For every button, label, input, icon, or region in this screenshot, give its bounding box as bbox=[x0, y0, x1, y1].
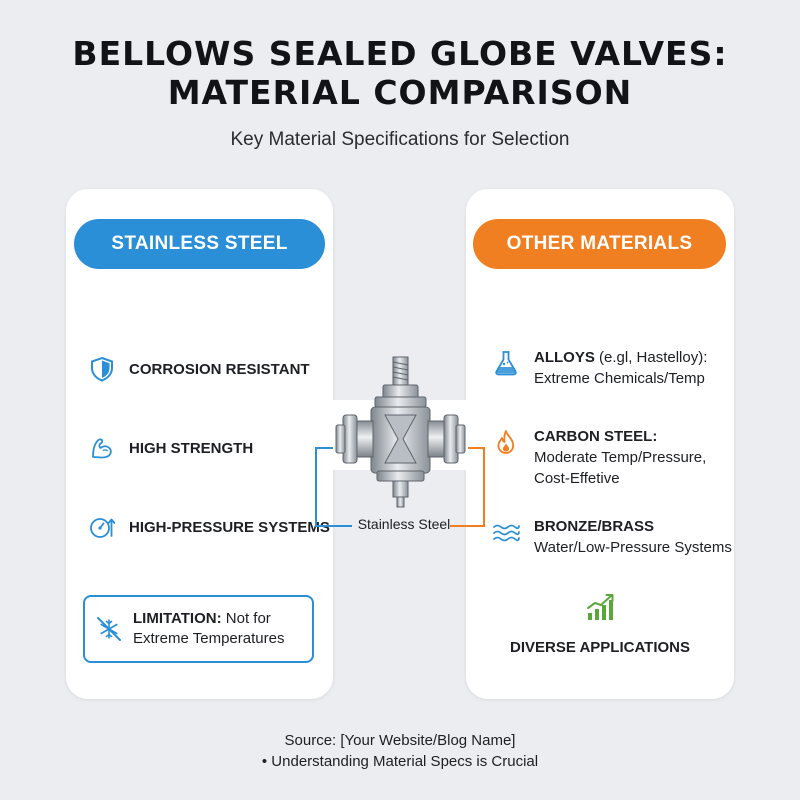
flame-icon bbox=[492, 428, 520, 456]
footer-note: • Understanding Material Specs is Crucial bbox=[261, 753, 539, 770]
material-name-suffix: (e.gl, Hastelloy): bbox=[594, 349, 708, 366]
growth-chart-icon bbox=[585, 592, 617, 622]
material-bronze-brass bbox=[492, 516, 732, 558]
other-materials-heading: OTHER MATERIALS bbox=[473, 219, 726, 269]
footer bbox=[0, 730, 800, 772]
title-line-2: MATERIAL COMPARISON bbox=[167, 73, 633, 112]
water-waves-icon bbox=[492, 518, 520, 546]
page-subtitle: Key Material Specifications for Selection bbox=[230, 129, 570, 150]
title-line-1: BELLOWS SEALED GLOBE VALVES: bbox=[72, 34, 728, 73]
other-materials-panel bbox=[466, 189, 734, 699]
feature-high-strength bbox=[89, 435, 253, 461]
globe-valve-icon bbox=[333, 355, 468, 510]
limitation-text-part2: Extreme Temperatures bbox=[133, 630, 285, 647]
no-temperature-icon bbox=[95, 615, 123, 643]
flexed-arm-icon bbox=[89, 435, 115, 461]
material-name: ALLOYS bbox=[534, 349, 595, 366]
material-name: CARBON STEEL: bbox=[534, 428, 658, 445]
pressure-gauge-icon bbox=[89, 514, 115, 540]
flask-icon bbox=[492, 349, 520, 377]
feature-label: HIGH STRENGTH bbox=[129, 439, 254, 457]
stainless-steel-panel bbox=[66, 189, 333, 699]
material-text bbox=[534, 426, 706, 489]
feature-label: HIGH-PRESSURE SYSTEMS bbox=[129, 518, 330, 536]
footer-source: Source: [Your Website/Blog Name] bbox=[284, 732, 516, 749]
feature-corrosion-resistant bbox=[89, 356, 310, 382]
feature-label: CORROSION RESISTANT bbox=[129, 360, 310, 378]
limitation-text bbox=[133, 609, 284, 649]
material-detail: Extreme Chemicals/Temp bbox=[534, 370, 705, 387]
limitation-box bbox=[83, 595, 314, 663]
material-text bbox=[534, 516, 732, 558]
limitation-text-part1: Not for bbox=[225, 610, 271, 627]
diverse-applications-label: DIVERSE APPLICATIONS bbox=[509, 639, 691, 656]
material-detail-2: Cost-Effetive bbox=[534, 470, 620, 487]
material-text bbox=[534, 347, 707, 389]
material-detail: Moderate Temp/Pressure, bbox=[534, 449, 707, 466]
stainless-steel-valve-label: Stainless Steel bbox=[357, 516, 451, 532]
page-title bbox=[0, 34, 800, 112]
shield-icon bbox=[89, 356, 115, 382]
material-name: BRONZE/BRASS bbox=[534, 518, 655, 535]
material-carbon-steel bbox=[492, 426, 706, 489]
material-detail: Water/Low-Pressure Systems bbox=[534, 539, 732, 556]
feature-high-pressure-systems bbox=[89, 514, 330, 540]
limitation-label: LIMITATION: bbox=[133, 610, 222, 627]
stainless-steel-heading: STAINLESS STEEL bbox=[74, 219, 325, 269]
material-alloys bbox=[492, 347, 707, 389]
